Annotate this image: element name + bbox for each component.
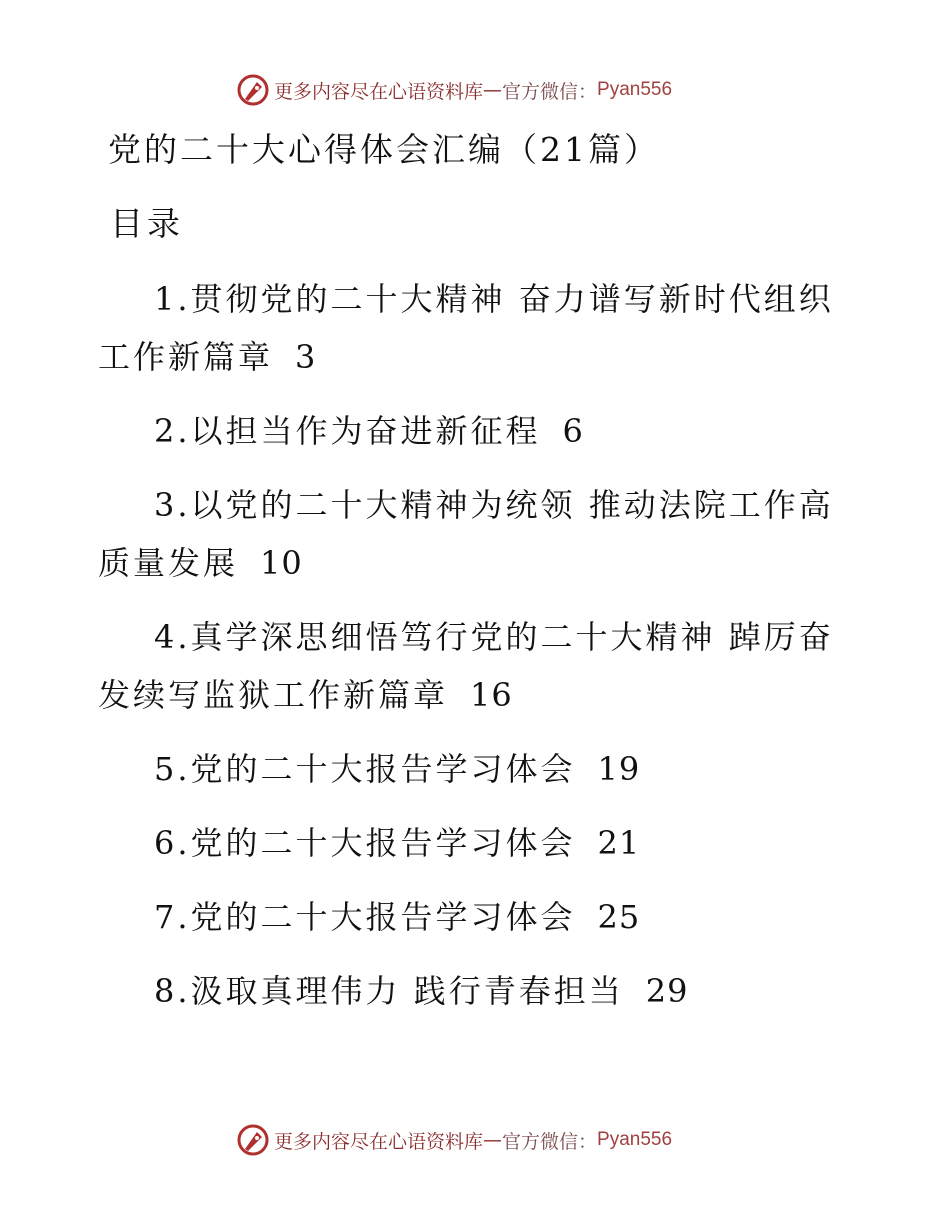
pen-nib-logo-icon [236, 1123, 270, 1157]
toc-heading: 目录 [110, 204, 184, 243]
toc-entry-number: 3. [154, 486, 191, 524]
wechat-id: Pyan556 [597, 1129, 673, 1150]
toc-entry[interactable] [98, 402, 858, 460]
toc-entry-page: 21 [597, 824, 641, 862]
header-watermark [236, 72, 716, 108]
toc-entry-page: 25 [597, 898, 641, 936]
watermark-dash: — [483, 1129, 503, 1151]
toc-entry-page: 3 [295, 338, 317, 376]
toc-entry-page: 19 [597, 750, 641, 788]
toc-entry[interactable] [98, 814, 858, 872]
toc-entry[interactable] [98, 962, 858, 1020]
toc-entry-title: 党的二十大报告学习体会 [190, 824, 576, 862]
toc-entry-number: 5. [154, 750, 191, 788]
toc-entry-title: 党的二十大报告学习体会 [190, 750, 576, 788]
toc-entry-title: 以党的二十大精神为统领 推动法院工作高质量发展 [98, 486, 834, 582]
toc-entry-title: 贯彻党的二十大精神 奋力谱写新时代组织工作新篇章 [98, 280, 834, 376]
watermark-text: 更多内容尽在心语资料库 [274, 1130, 484, 1153]
toc-entry[interactable] [98, 476, 858, 592]
toc-entry[interactable] [98, 270, 858, 386]
wechat-label: 官方微信： [502, 1130, 598, 1153]
toc-entry-title: 党的二十大报告学习体会 [190, 898, 576, 936]
watermark-dash: — [483, 79, 503, 101]
toc-entry-number: 8. [154, 972, 191, 1010]
wechat-id: Pyan556 [597, 79, 673, 100]
footer-watermark [236, 1122, 716, 1158]
toc-entry-number: 4. [154, 618, 191, 656]
toc-entry-number: 7. [154, 898, 191, 936]
toc-entry-number: 1. [154, 280, 191, 318]
toc-entry-title: 汲取真理伟力 践行青春担当 [190, 972, 624, 1010]
toc-entry-page: 16 [470, 676, 513, 714]
toc-list [98, 270, 858, 1036]
toc-entry-title: 真学深思细悟笃行党的二十大精神 踔厉奋发续写监狱工作新篇章 [98, 618, 834, 714]
toc-entry[interactable] [98, 608, 858, 724]
toc-entry-page: 29 [645, 972, 689, 1010]
toc-entry-title: 以担当作为奋进新征程 [190, 412, 541, 450]
toc-entry-page: 10 [260, 544, 303, 582]
pen-nib-logo-icon [236, 73, 270, 107]
watermark-text: 更多内容尽在心语资料库 [274, 80, 484, 103]
document-title: 党的二十大心得体会汇编（21篇） [108, 130, 660, 169]
toc-entry-number: 2. [154, 412, 191, 450]
wechat-label: 官方微信： [502, 80, 598, 103]
toc-entry-page: 6 [562, 412, 584, 450]
toc-entry[interactable] [98, 740, 858, 798]
toc-entry-number: 6. [154, 824, 191, 862]
toc-entry[interactable] [98, 888, 858, 946]
